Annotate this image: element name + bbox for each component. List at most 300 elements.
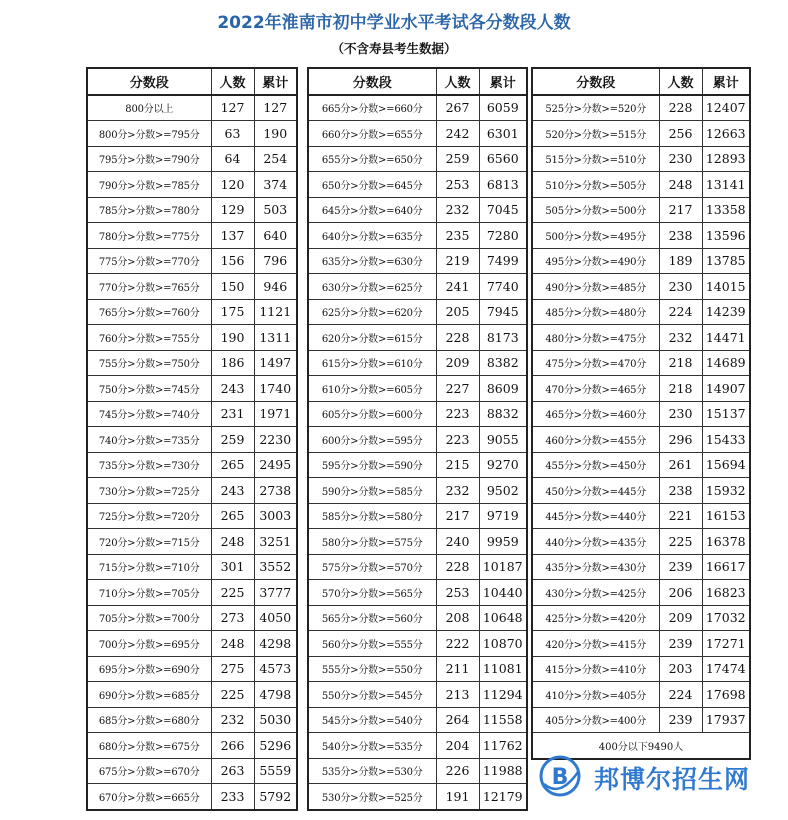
score-range-cell: 460分>分数>=455分 [532,427,659,453]
cumulative-cell: 13141 [702,172,750,198]
score-range-cell: 615分>分数>=610分 [308,350,436,376]
cumulative-cell: 15137 [702,401,750,427]
header-count: 人数 [211,68,254,95]
score-range-cell: 485分>分数>=480分 [532,299,659,325]
table-row [308,274,527,300]
header-cumulative: 累计 [702,68,750,95]
count-cell: 253 [436,580,479,606]
score-range-cell: 750分>分数>=745分 [87,376,211,402]
table-row [532,427,750,453]
count-cell: 253 [436,172,479,198]
cumulative-cell: 17032 [702,605,750,631]
cumulative-cell: 9719 [479,503,527,529]
cumulative-cell: 12663 [702,121,750,147]
table-row [87,401,297,427]
count-cell: 241 [436,274,479,300]
score-range-cell: 515分>分数>=510分 [532,146,659,172]
score-range-cell: 410分>分数>=405分 [532,682,659,708]
score-range-cell: 655分>分数>=650分 [308,146,436,172]
table-row [308,529,527,555]
table-row [308,503,527,529]
cumulative-cell: 13785 [702,248,750,274]
table-row [532,452,750,478]
count-cell: 275 [211,656,254,682]
score-range-cell: 535分>分数>=530分 [308,758,436,784]
table-row [308,197,527,223]
count-cell: 242 [436,121,479,147]
cumulative-cell: 4573 [254,656,297,682]
cumulative-cell: 1121 [254,299,297,325]
count-cell: 232 [436,197,479,223]
table-row [87,350,297,376]
table-row [87,172,297,198]
score-range-cell: 600分>分数>=595分 [308,427,436,453]
score-range-cell: 710分>分数>=705分 [87,580,211,606]
table-row [532,478,750,504]
table-row [532,121,750,147]
count-cell: 230 [659,401,702,427]
count-cell: 226 [436,758,479,784]
score-range-cell: 480分>分数>=475分 [532,325,659,351]
score-range-cell: 775分>分数>=770分 [87,248,211,274]
cumulative-cell: 3777 [254,580,297,606]
count-cell: 256 [659,121,702,147]
score-range-cell: 625分>分数>=620分 [308,299,436,325]
cumulative-cell: 14689 [702,350,750,376]
table-row [532,299,750,325]
score-range-cell: 800分>分数>=795分 [87,121,211,147]
table-row [87,452,297,478]
table-row [532,376,750,402]
table-row [308,554,527,580]
cumulative-cell: 2230 [254,427,297,453]
score-range-cell: 525分>分数>=520分 [532,95,659,121]
table-row [532,325,750,351]
table-row [87,503,297,529]
cumulative-cell: 1311 [254,325,297,351]
cumulative-cell: 14907 [702,376,750,402]
count-cell: 259 [436,146,479,172]
count-cell: 243 [211,478,254,504]
count-cell: 238 [659,478,702,504]
score-range-cell: 700分>分数>=695分 [87,631,211,657]
count-cell: 225 [211,682,254,708]
table-row [87,707,297,733]
cumulative-cell: 4798 [254,682,297,708]
table-row [87,682,297,708]
count-cell: 239 [659,707,702,733]
count-cell: 227 [436,376,479,402]
table-row [532,95,750,121]
cumulative-cell: 3552 [254,554,297,580]
table-row [87,580,297,606]
count-cell: 273 [211,605,254,631]
score-range-cell: 695分>分数>=690分 [87,656,211,682]
table-row [308,121,527,147]
table-row [87,478,297,504]
cumulative-cell: 16823 [702,580,750,606]
score-range-cell: 545分>分数>=540分 [308,707,436,733]
score-range-cell: 670分>分数>=665分 [87,784,211,810]
count-cell: 243 [211,376,254,402]
score-range-cell: 795分>分数>=790分 [87,146,211,172]
table-row [87,223,297,249]
score-range-cell: 495分>分数>=490分 [532,248,659,274]
score-range-cell: 675分>分数>=670分 [87,758,211,784]
cumulative-cell: 17937 [702,707,750,733]
cumulative-cell: 374 [254,172,297,198]
score-range-cell: 560分>分数>=555分 [308,631,436,657]
cumulative-cell: 12893 [702,146,750,172]
cumulative-cell: 6560 [479,146,527,172]
count-cell: 175 [211,299,254,325]
count-cell: 215 [436,452,479,478]
cumulative-cell: 11558 [479,707,527,733]
table-row [532,631,750,657]
score-range-cell: 585分>分数>=580分 [308,503,436,529]
table-row [532,682,750,708]
score-range-cell: 570分>分数>=565分 [308,580,436,606]
count-cell: 213 [436,682,479,708]
count-cell: 211 [436,656,479,682]
count-cell: 228 [659,95,702,121]
score-range-cell: 755分>分数>=750分 [87,350,211,376]
table-row [87,784,297,810]
table-row [532,223,750,249]
score-range-cell: 450分>分数>=445分 [532,478,659,504]
score-range-cell: 785分>分数>=780分 [87,197,211,223]
count-cell: 219 [436,248,479,274]
table-row [308,733,527,759]
count-cell: 127 [211,95,254,121]
count-cell: 186 [211,350,254,376]
table-row [308,707,527,733]
score-range-cell: 735分>分数>=730分 [87,452,211,478]
table-row [308,223,527,249]
cumulative-cell: 9959 [479,529,527,555]
table-row [87,427,297,453]
score-range-cell: 595分>分数>=590分 [308,452,436,478]
count-cell: 63 [211,121,254,147]
score-range-cell: 575分>分数>=570分 [308,554,436,580]
table-row [532,401,750,427]
table-row [308,631,527,657]
cumulative-cell: 7499 [479,248,527,274]
cumulative-cell: 796 [254,248,297,274]
score-table-1 [86,67,298,811]
score-range-cell: 475分>分数>=470分 [532,350,659,376]
cumulative-cell: 6301 [479,121,527,147]
cumulative-cell: 11762 [479,733,527,759]
cumulative-cell: 10648 [479,605,527,631]
table-row [308,605,527,631]
cumulative-cell: 12407 [702,95,750,121]
table-row [308,478,527,504]
score-range-cell: 680分>分数>=675分 [87,733,211,759]
cumulative-cell: 5296 [254,733,297,759]
header-cumulative: 累计 [254,68,297,95]
score-range-cell: 660分>分数>=655分 [308,121,436,147]
count-cell: 267 [436,95,479,121]
table-row [87,121,297,147]
score-range-cell: 440分>分数>=435分 [532,529,659,555]
count-cell: 265 [211,503,254,529]
score-range-cell: 435分>分数>=430分 [532,554,659,580]
score-range-cell: 605分>分数>=600分 [308,401,436,427]
table-row [308,452,527,478]
header-range: 分数段 [308,68,436,95]
count-cell: 156 [211,248,254,274]
count-cell: 239 [659,631,702,657]
count-cell: 240 [436,529,479,555]
cumulative-cell: 17474 [702,656,750,682]
table-row [308,248,527,274]
count-cell: 225 [211,580,254,606]
cumulative-cell: 5030 [254,707,297,733]
cumulative-cell: 5559 [254,758,297,784]
table-row [308,146,527,172]
count-cell: 189 [659,248,702,274]
cumulative-cell: 946 [254,274,297,300]
cumulative-cell: 6813 [479,172,527,198]
cumulative-cell: 16153 [702,503,750,529]
score-range-cell: 420分>分数>=415分 [532,631,659,657]
score-range-cell: 520分>分数>=515分 [532,121,659,147]
header-count: 人数 [659,68,702,95]
score-range-cell: 500分>分数>=495分 [532,223,659,249]
count-cell: 230 [659,146,702,172]
table-row [87,95,297,121]
cumulative-cell: 8382 [479,350,527,376]
table-row [308,682,527,708]
table-row [87,376,297,402]
cumulative-cell: 2495 [254,452,297,478]
table-row [308,656,527,682]
table-row [532,554,750,580]
table-row [532,274,750,300]
cumulative-cell: 7280 [479,223,527,249]
score-range-cell: 455分>分数>=450分 [532,452,659,478]
count-cell: 239 [659,554,702,580]
cumulative-cell: 13358 [702,197,750,223]
score-range-cell: 770分>分数>=765分 [87,274,211,300]
cumulative-cell: 503 [254,197,297,223]
count-cell: 228 [436,554,479,580]
count-cell: 301 [211,554,254,580]
score-range-cell: 765分>分数>=760分 [87,299,211,325]
cumulative-cell: 16617 [702,554,750,580]
cumulative-cell: 14015 [702,274,750,300]
score-range-cell: 540分>分数>=535分 [308,733,436,759]
count-cell: 204 [436,733,479,759]
cumulative-cell: 6059 [479,95,527,121]
cumulative-cell: 12179 [479,784,527,810]
count-cell: 223 [436,401,479,427]
count-cell: 218 [659,350,702,376]
score-range-cell: 565分>分数>=560分 [308,605,436,631]
cumulative-cell: 11988 [479,758,527,784]
count-cell: 120 [211,172,254,198]
count-cell: 296 [659,427,702,453]
cumulative-cell: 1497 [254,350,297,376]
cumulative-cell: 3003 [254,503,297,529]
table-row [308,580,527,606]
score-range-cell: 465分>分数>=460分 [532,401,659,427]
count-cell: 223 [436,427,479,453]
page-subtitle: （不含寿县考生数据） [331,41,457,56]
cumulative-cell: 7045 [479,197,527,223]
table-row [308,95,527,121]
cumulative-cell: 5792 [254,784,297,810]
header-range: 分数段 [532,68,659,95]
cumulative-cell: 8609 [479,376,527,402]
score-range-cell: 645分>分数>=640分 [308,197,436,223]
count-cell: 221 [659,503,702,529]
count-cell: 232 [211,707,254,733]
table-row [308,401,527,427]
header-range: 分数段 [87,68,211,95]
count-cell: 248 [211,631,254,657]
table-row [87,605,297,631]
score-range-cell: 720分>分数>=715分 [87,529,211,555]
score-range-cell: 685分>分数>=680分 [87,707,211,733]
score-range-cell: 730分>分数>=725分 [87,478,211,504]
brand-watermark [538,754,778,800]
score-range-cell: 635分>分数>=630分 [308,248,436,274]
table-row [532,350,750,376]
score-range-cell: 760分>分数>=755分 [87,325,211,351]
score-range-cell: 725分>分数>=720分 [87,503,211,529]
cumulative-cell: 2738 [254,478,297,504]
table-row [308,172,527,198]
score-range-cell: 580分>分数>=575分 [308,529,436,555]
cumulative-cell: 17271 [702,631,750,657]
count-cell: 261 [659,452,702,478]
score-range-cell: 550分>分数>=545分 [308,682,436,708]
table-row [87,248,297,274]
count-cell: 217 [659,197,702,223]
count-cell: 190 [211,325,254,351]
count-cell: 137 [211,223,254,249]
count-cell: 232 [659,325,702,351]
count-cell: 150 [211,274,254,300]
table-row [308,299,527,325]
table-header-row [308,68,527,95]
cumulative-cell: 10187 [479,554,527,580]
score-range-cell: 740分>分数>=735分 [87,427,211,453]
table-header-row [532,68,750,95]
page-title: 2022年淮南市初中学业水平考试各分数段人数 [217,13,571,33]
score-range-cell: 800分以上 [87,95,211,121]
cumulative-cell: 9055 [479,427,527,453]
brand-logo-letter: B [551,765,569,790]
score-table-2 [307,67,528,811]
count-cell: 205 [436,299,479,325]
cumulative-cell: 15932 [702,478,750,504]
cumulative-cell: 640 [254,223,297,249]
score-range-cell: 530分>分数>=525分 [308,784,436,810]
count-cell: 265 [211,452,254,478]
cumulative-cell: 8173 [479,325,527,351]
count-cell: 230 [659,274,702,300]
score-range-cell: 425分>分数>=420分 [532,605,659,631]
cumulative-cell: 190 [254,121,297,147]
count-cell: 228 [436,325,479,351]
cumulative-cell: 14471 [702,325,750,351]
table-row [532,248,750,274]
score-range-cell: 790分>分数>=785分 [87,172,211,198]
count-cell: 222 [436,631,479,657]
score-range-cell: 745分>分数>=740分 [87,401,211,427]
table-header-row [87,68,297,95]
count-cell: 191 [436,784,479,810]
score-range-cell: 590分>分数>=585分 [308,478,436,504]
table-row [532,529,750,555]
score-range-cell: 505分>分数>=500分 [532,197,659,223]
score-range-cell: 490分>分数>=485分 [532,274,659,300]
table-row [308,427,527,453]
count-cell: 266 [211,733,254,759]
cumulative-cell: 15433 [702,427,750,453]
score-range-cell: 690分>分数>=685分 [87,682,211,708]
count-cell: 208 [436,605,479,631]
score-table-3 [531,67,751,760]
table-row [532,605,750,631]
count-cell: 232 [436,478,479,504]
count-cell: 238 [659,223,702,249]
cumulative-cell: 1740 [254,376,297,402]
cumulative-cell: 11081 [479,656,527,682]
header-cumulative: 累计 [479,68,527,95]
score-range-cell: 620分>分数>=615分 [308,325,436,351]
count-cell: 264 [436,707,479,733]
brand-name: 邦博尔招生网 [594,765,751,794]
table-row [87,274,297,300]
cumulative-cell: 17698 [702,682,750,708]
cumulative-cell: 7945 [479,299,527,325]
table-row [308,325,527,351]
cumulative-cell: 14239 [702,299,750,325]
table-row [87,631,297,657]
cumulative-cell: 10440 [479,580,527,606]
count-cell: 206 [659,580,702,606]
score-range-cell: 715分>分数>=710分 [87,554,211,580]
count-cell: 224 [659,299,702,325]
cumulative-cell: 4298 [254,631,297,657]
score-range-cell: 470分>分数>=465分 [532,376,659,402]
count-cell: 225 [659,529,702,555]
cumulative-cell: 127 [254,95,297,121]
score-range-cell: 705分>分数>=700分 [87,605,211,631]
table-row [87,197,297,223]
table-row [532,707,750,733]
count-cell: 248 [211,529,254,555]
table-row [87,325,297,351]
cumulative-cell: 9270 [479,452,527,478]
score-range-cell: 665分>分数>=660分 [308,95,436,121]
table-row [87,733,297,759]
count-cell: 235 [436,223,479,249]
score-range-cell: 510分>分数>=505分 [532,172,659,198]
count-cell: 129 [211,197,254,223]
header-count: 人数 [436,68,479,95]
cumulative-cell: 7740 [479,274,527,300]
count-cell: 263 [211,758,254,784]
table-row [308,784,527,810]
table-row [532,656,750,682]
count-cell: 209 [436,350,479,376]
table-row [308,758,527,784]
